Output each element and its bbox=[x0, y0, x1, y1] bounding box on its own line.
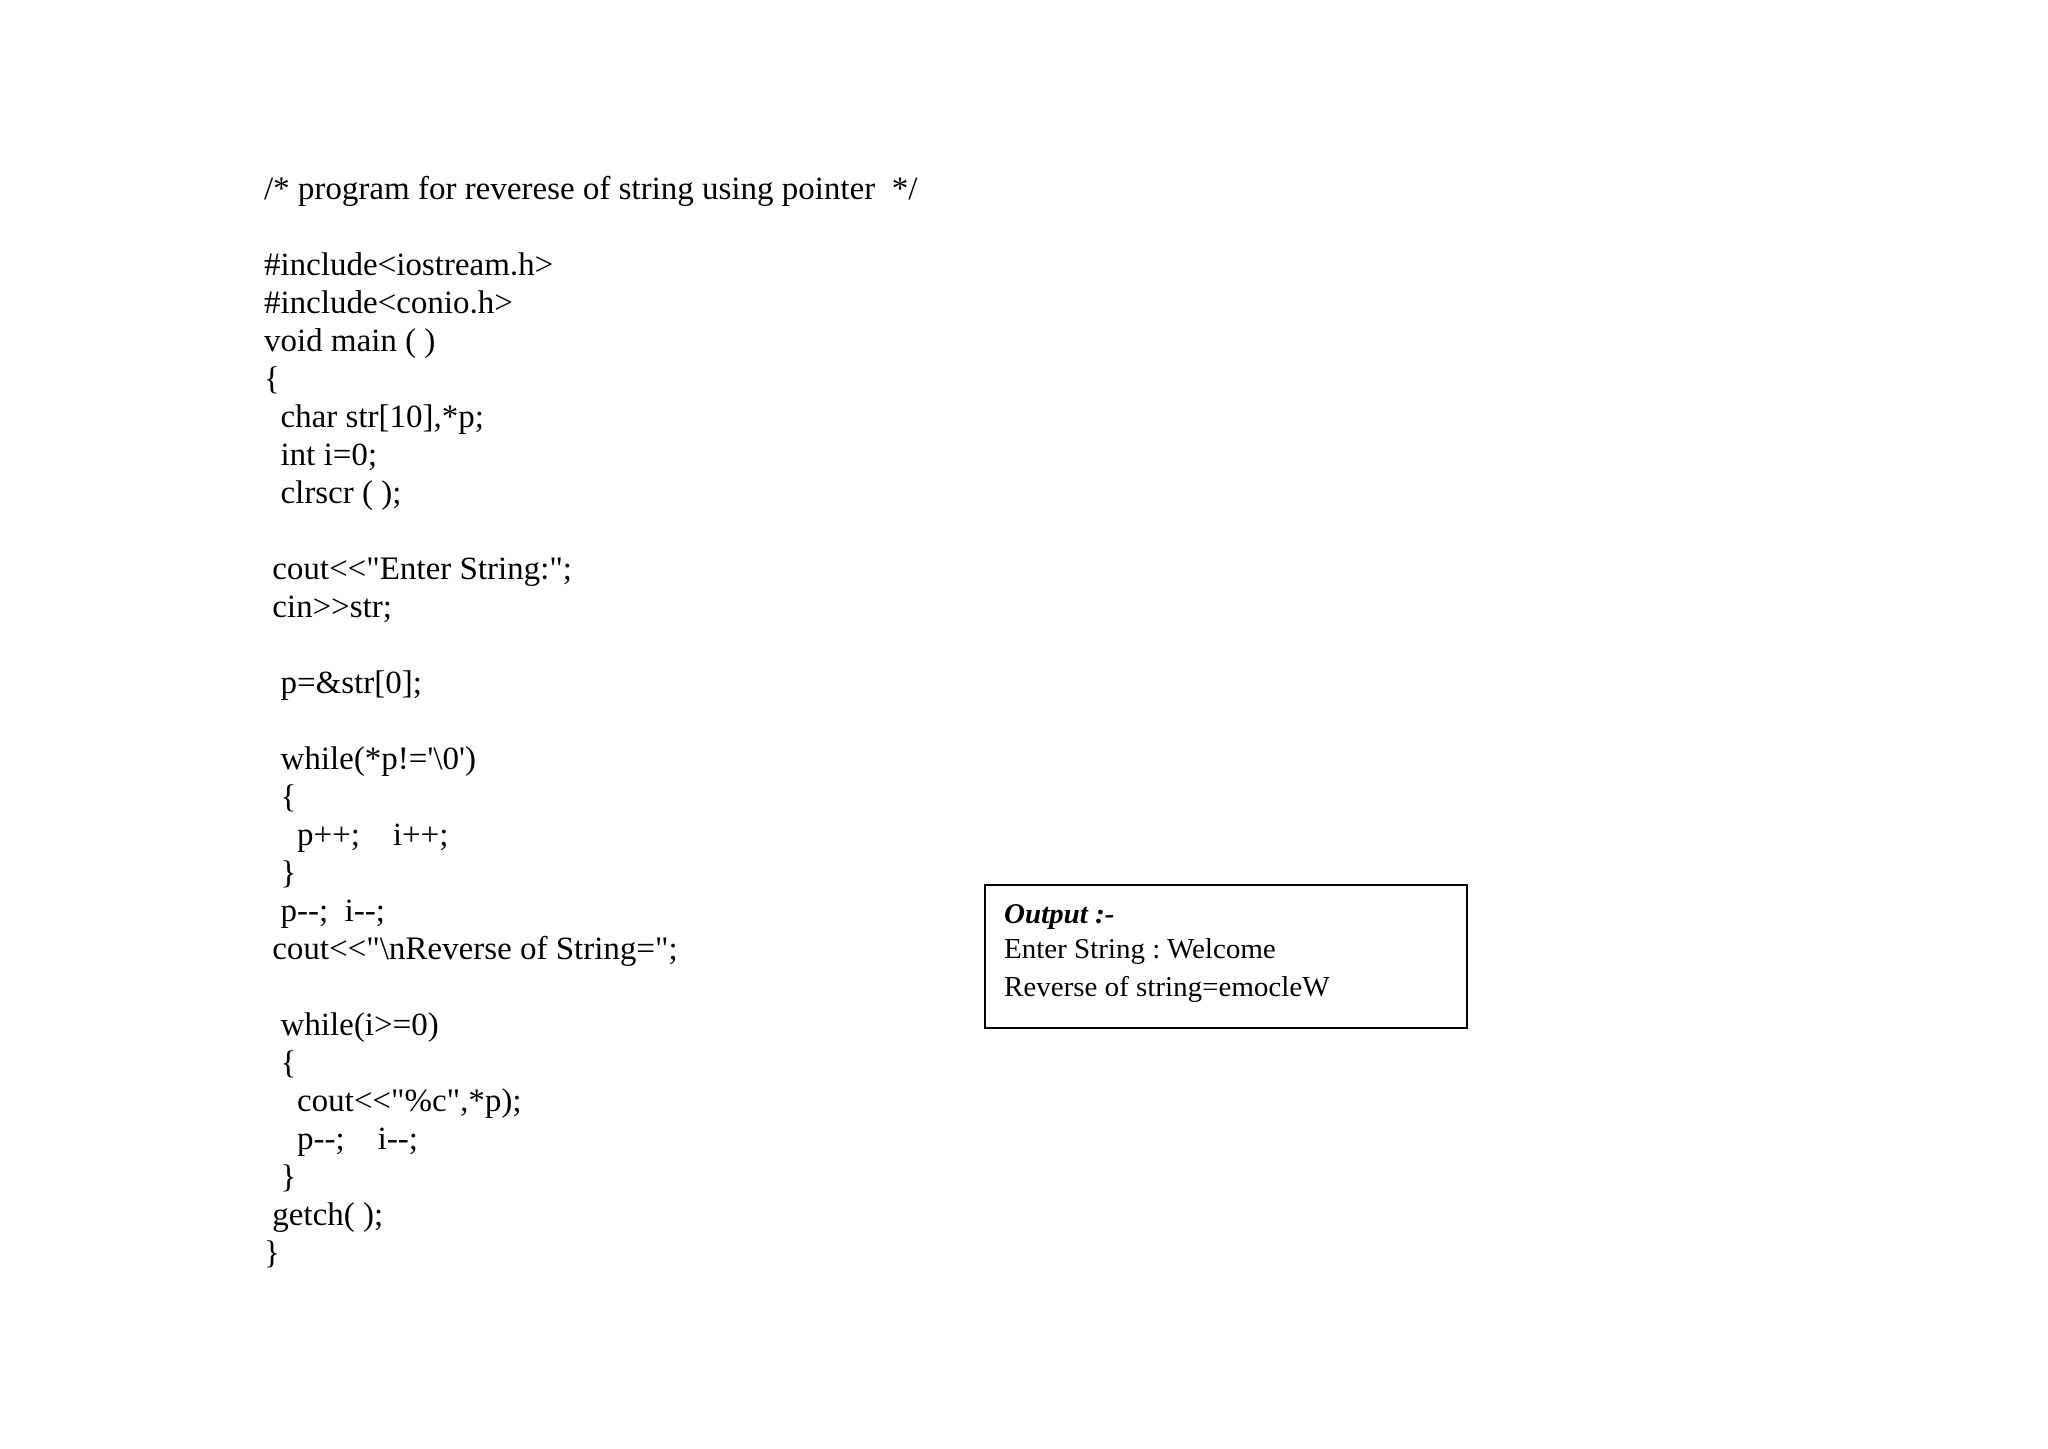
code-line-main: void main ( ) bbox=[264, 323, 436, 359]
output-line-reverse: Reverse of string=emocleW bbox=[1004, 971, 1330, 1003]
code-line-include-conio: #include<conio.h> bbox=[264, 285, 513, 321]
code-line-decrement-loop: p--; i--; bbox=[264, 1121, 418, 1157]
code-line-cout-enter: cout<<"Enter String:"; bbox=[264, 551, 572, 587]
code-line-while-null: while(*p!='\0') bbox=[264, 741, 476, 777]
code-line-include-iostream: #include<iostream.h> bbox=[264, 247, 554, 283]
code-line-int-decl: int i=0; bbox=[264, 437, 378, 473]
code-line-comment: /* program for reverese of string using pointer */ bbox=[264, 171, 918, 207]
code-line-open-brace: { bbox=[264, 779, 297, 815]
output-line-enter-string: Enter String : Welcome bbox=[1004, 933, 1276, 965]
code-line-close-main: } bbox=[264, 1235, 280, 1271]
code-line-clrscr: clrscr ( ); bbox=[264, 475, 402, 511]
code-line-pointer-assign: p=&str[0]; bbox=[264, 665, 422, 701]
code-line-cin: cin>>str; bbox=[264, 589, 392, 625]
code-line-while-i: while(i>=0) bbox=[264, 1007, 439, 1043]
output-box bbox=[984, 884, 1468, 1029]
output-title: Output :- bbox=[1004, 898, 1115, 930]
code-line-cout-char: cout<<"%c",*p); bbox=[264, 1083, 522, 1119]
code-line-cout-reverse: cout<<"\nReverse of String="; bbox=[264, 931, 678, 967]
code-line-close-brace: } bbox=[264, 1159, 297, 1195]
code-line-open-brace: { bbox=[264, 1045, 297, 1081]
code-line-decrement: p--; i--; bbox=[264, 893, 385, 929]
code-line-char-decl: char str[10],*p; bbox=[264, 399, 484, 435]
code-line-close-brace: } bbox=[264, 855, 297, 891]
code-line-getch: getch( ); bbox=[264, 1197, 384, 1233]
code-line-increment: p++; i++; bbox=[264, 817, 449, 853]
code-line-open-brace: { bbox=[264, 361, 280, 397]
